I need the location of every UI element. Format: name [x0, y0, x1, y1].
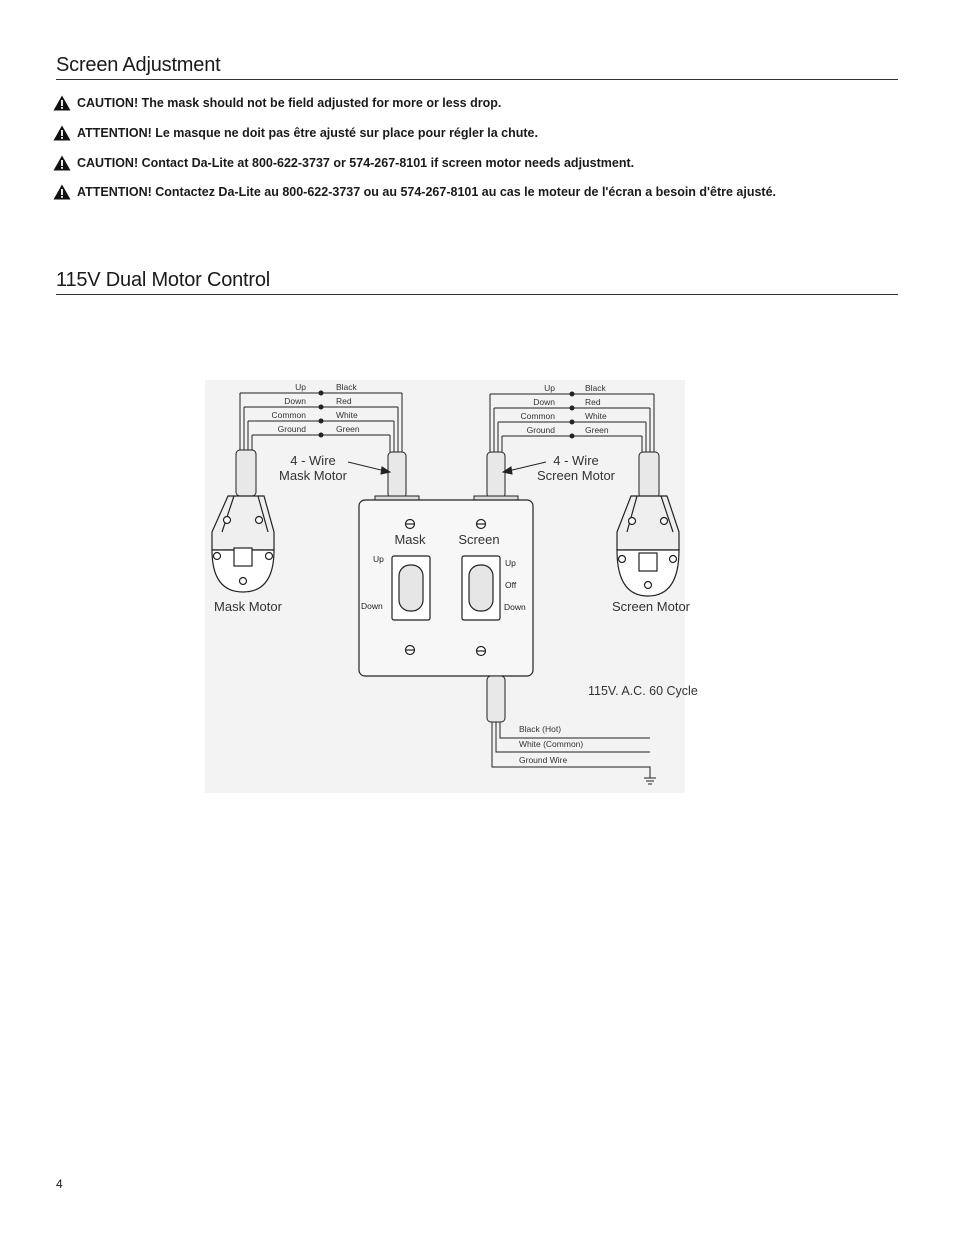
supply-wire-label: Ground Wire	[519, 755, 568, 765]
warning-icon	[53, 155, 71, 171]
wire-function-label: Up	[544, 383, 555, 393]
screen-rocker-paddle	[469, 565, 493, 611]
wiring-diagram	[205, 380, 705, 795]
screen-off-label: Off	[505, 580, 517, 590]
screen-up-label: Up	[505, 558, 516, 568]
page-number: 4	[56, 1177, 63, 1191]
screen-motor-label: Screen Motor	[611, 599, 691, 614]
warning-icon	[53, 184, 71, 200]
supply-cable	[487, 676, 505, 722]
wire-color-label: Green	[336, 424, 360, 434]
mask-switch-label: Mask	[394, 532, 426, 547]
warning-icon	[53, 95, 71, 111]
wire-function-label: Down	[533, 397, 555, 407]
wire-color-label: Red	[336, 396, 352, 406]
screen-motor-cable	[639, 452, 659, 498]
wire-color-label: White	[336, 410, 358, 420]
screen-switch-label: Screen	[458, 532, 500, 547]
mask-motor-cable	[236, 450, 256, 496]
wire-color-label: Green	[585, 425, 609, 435]
caution-text: CAUTION! Contact Da-Lite at 800-622-3737 or 574-267-8101 if screen motor needs adjustment.	[77, 156, 635, 170]
wire-function-label: Common	[271, 410, 306, 420]
wire-color-label: Black	[336, 382, 357, 392]
mask-cable-label: Mask Motor	[279, 468, 347, 483]
caution-line	[53, 95, 501, 111]
wire-function-label: Common	[520, 411, 555, 421]
mask-up-label: Up	[373, 554, 384, 564]
supply-wire-label: White (Common)	[519, 739, 584, 749]
wire-color-label: Black	[585, 383, 606, 393]
caution-text: ATTENTION! Contactez Da-Lite au 800-622-3737 ou au 574-267-8101 au cas le moteur de l'écran a besoin d'être ajusté.	[77, 185, 777, 199]
screen-switch-cable	[487, 452, 505, 498]
mask-motor-label: Mask Motor	[214, 599, 282, 614]
mask-down-label: Down	[361, 601, 383, 611]
wire-function-label: Up	[295, 382, 306, 392]
screen-down-label: Down	[504, 602, 526, 612]
supply-wire-label: Black (Hot)	[519, 724, 562, 734]
mask-rocker-paddle	[399, 565, 423, 611]
caution-text: ATTENTION! Le masque ne doit pas être ajusté sur place pour régler la chute.	[77, 126, 538, 140]
mask-motor-icon	[212, 496, 274, 592]
wire-color-label: White	[585, 411, 607, 421]
mask-switch-cable	[388, 452, 406, 498]
warning-icon	[53, 125, 71, 141]
wire-function-label: Down	[284, 396, 306, 406]
caution-line	[53, 155, 634, 171]
wire-function-label: Ground	[526, 425, 555, 435]
wire-function-label: Ground	[277, 424, 306, 434]
caution-text: CAUTION! The mask should not be field adjusted for more or less drop.	[77, 96, 502, 110]
screen-cable-label: 4 - Wire	[553, 453, 599, 468]
screen-motor-icon	[617, 496, 679, 596]
screen-cable-label: Screen Motor	[536, 468, 616, 483]
section-title-screen-adjustment: Screen Adjustment	[56, 54, 898, 80]
mask-cable-label: 4 - Wire	[290, 453, 336, 468]
section-title-dual-motor-control: 115V Dual Motor Control	[56, 269, 898, 295]
power-label: 115V. A.C. 60 Cycle	[588, 684, 698, 698]
wire-color-label: Red	[585, 397, 601, 407]
caution-line	[53, 125, 538, 141]
caution-line	[53, 184, 776, 200]
